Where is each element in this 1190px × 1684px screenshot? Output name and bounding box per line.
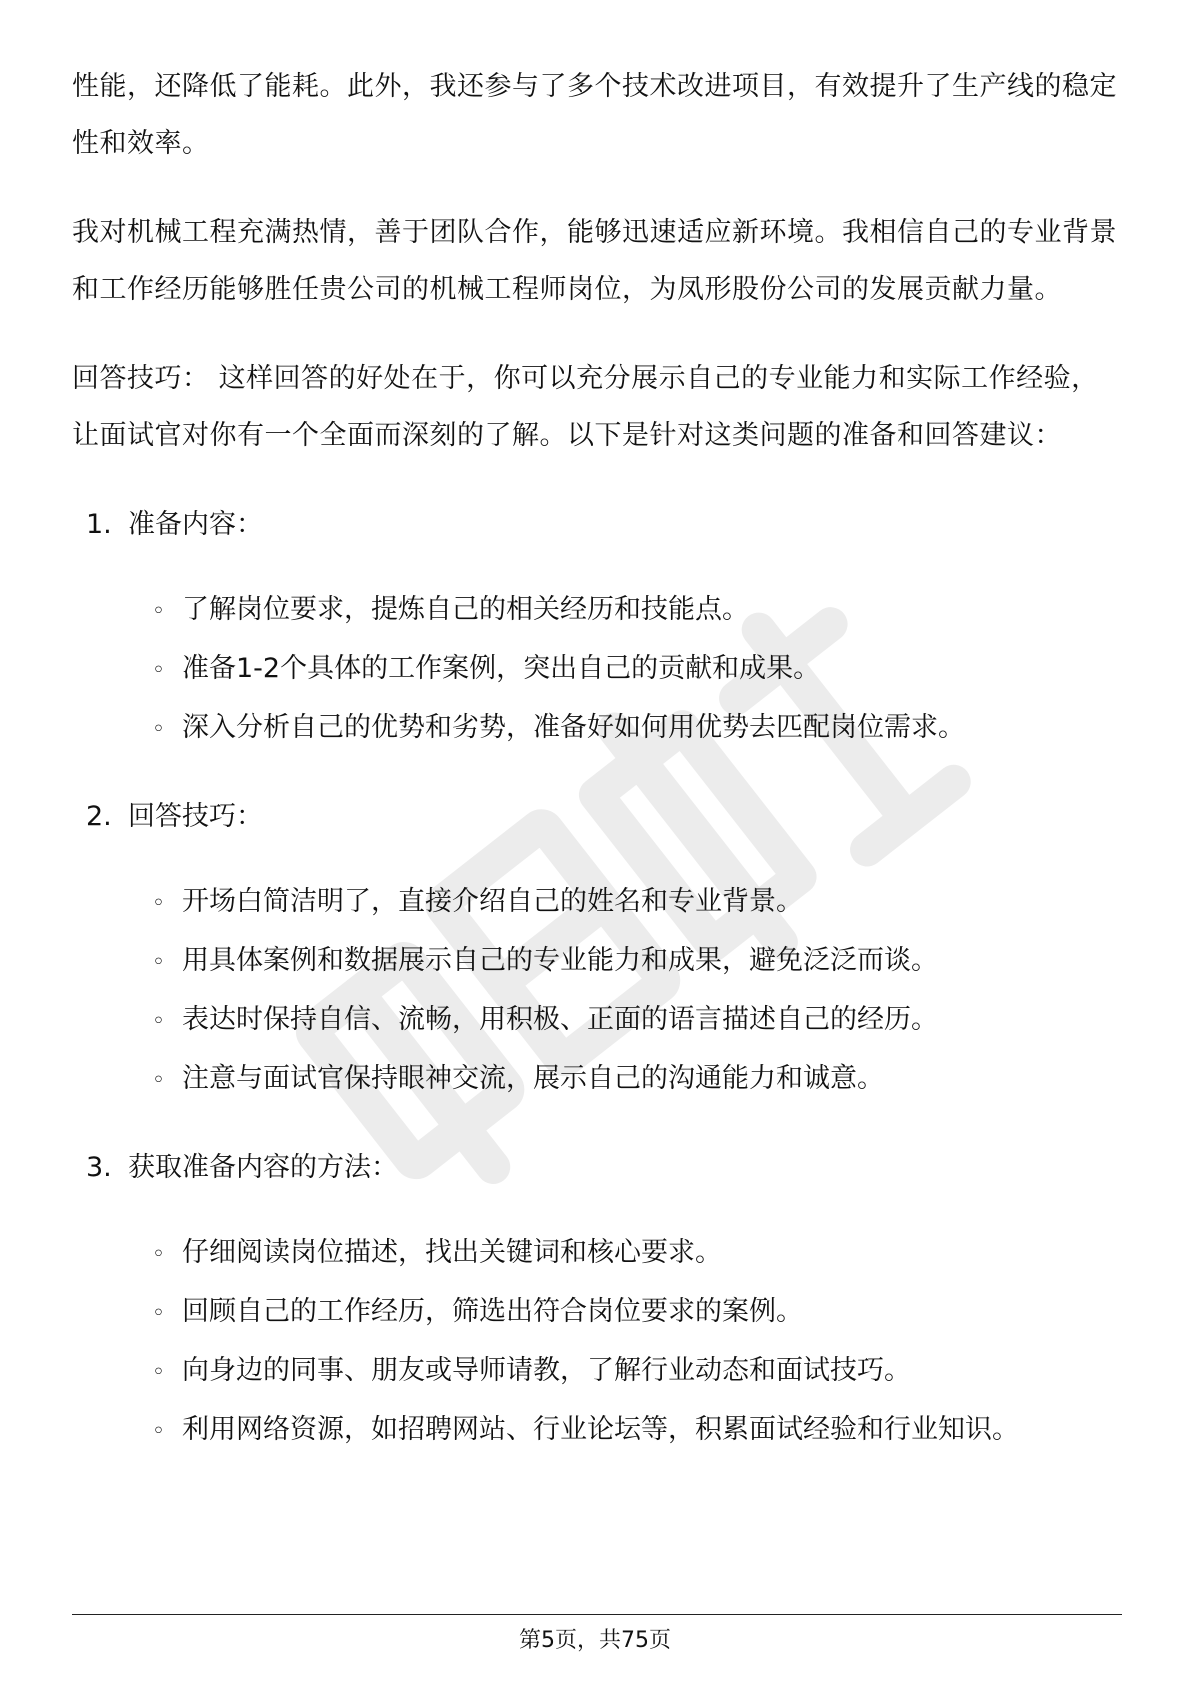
paragraph-3: 回答技巧： 这样回答的好处在于，你可以充分展示自己的专业能力和实际工作经验，让面试官对你有一个全面而深刻的了解。以下是针对这类问题的准备和回答建议： (72, 363, 1099, 451)
footer-divider (72, 1614, 1122, 1615)
document-body (72, 58, 1122, 1490)
section-number: 1. (86, 509, 112, 540)
list-item (152, 699, 1122, 758)
list-item-text: 深入分析自己的优势和劣势，准备好如何用优势去匹配岗位需求。 (182, 712, 965, 743)
list-item (152, 1050, 1122, 1109)
list-item-text: 开场白简洁明了，直接介绍自己的姓名和专业背景。 (182, 886, 803, 917)
paragraph-2: 我对机械工程充满热情，善于团队合作，能够迅速适应新环境。我相信自己的专业背景和工作经历能够胜任贵公司的机械工程师岗位，为凤形股份公司的发展贡献力量。 (72, 217, 1117, 305)
list-item (152, 873, 1122, 932)
list-item-text: 表达时保持自信、流畅，用积极、正面的语言描述自己的经历。 (182, 1004, 938, 1035)
bullet-list (152, 1224, 1122, 1460)
section-title (86, 788, 1122, 845)
section-heading: 准备内容： (128, 509, 263, 540)
list-item (152, 1401, 1122, 1460)
list-item (152, 991, 1122, 1050)
bullet-icon: ◦ (152, 1419, 165, 1444)
section-number: 2. (86, 801, 112, 832)
section-title (86, 1139, 1122, 1196)
list-item-text: 用具体案例和数据展示自己的专业能力和成果，避免泛泛而谈。 (182, 945, 938, 976)
list-item (152, 640, 1122, 699)
list-item (152, 1283, 1122, 1342)
list-item (152, 1224, 1122, 1283)
bullet-list (152, 581, 1122, 758)
paragraph-1: 性能，还降低了能耗。此外，我还参与了多个技术改进项目，有效提升了生产线的稳定性和效率。 (72, 71, 1117, 159)
list-item-text: 了解岗位要求，提炼自己的相关经历和技能点。 (182, 594, 749, 625)
bullet-list (152, 873, 1122, 1109)
bullet-icon: ◦ (152, 599, 165, 624)
section-answer-tips (72, 788, 1122, 1109)
bullet-icon: ◦ (152, 1009, 165, 1034)
section-title (86, 496, 1122, 553)
list-item-text: 准备1-2个具体的工作案例，突出自己的贡献和成果。 (182, 653, 821, 684)
section-prepare (72, 496, 1122, 758)
bullet-icon: ◦ (152, 1360, 165, 1385)
list-item-text: 注意与面试官保持眼神交流，展示自己的沟通能力和诚意。 (182, 1063, 884, 1094)
list-item-text: 回顾自己的工作经历，筛选出符合岗位要求的案例。 (182, 1296, 803, 1327)
list-item-text: 向身边的同事、朋友或导师请教，了解行业动态和面试技巧。 (182, 1355, 911, 1386)
section-heading: 获取准备内容的方法： (128, 1152, 398, 1183)
list-item (152, 932, 1122, 991)
bullet-icon: ◦ (152, 1068, 165, 1093)
section-heading: 回答技巧： (128, 801, 263, 832)
bullet-icon: ◦ (152, 950, 165, 975)
bullet-icon: ◦ (152, 891, 165, 916)
list-item (152, 581, 1122, 640)
section-number: 3. (86, 1152, 112, 1183)
page-number: 第5页，共75页 (519, 1628, 671, 1653)
bullet-icon: ◦ (152, 717, 165, 742)
list-item-text: 利用网络资源，如招聘网站、行业论坛等，积累面试经验和行业知识。 (182, 1414, 1019, 1445)
section-methods (72, 1139, 1122, 1460)
list-item-text: 仔细阅读岗位描述，找出关键词和核心要求。 (182, 1237, 722, 1268)
bullet-icon: ◦ (152, 658, 165, 683)
bullet-icon: ◦ (152, 1242, 165, 1267)
bullet-icon: ◦ (152, 1301, 165, 1326)
list-item (152, 1342, 1122, 1401)
